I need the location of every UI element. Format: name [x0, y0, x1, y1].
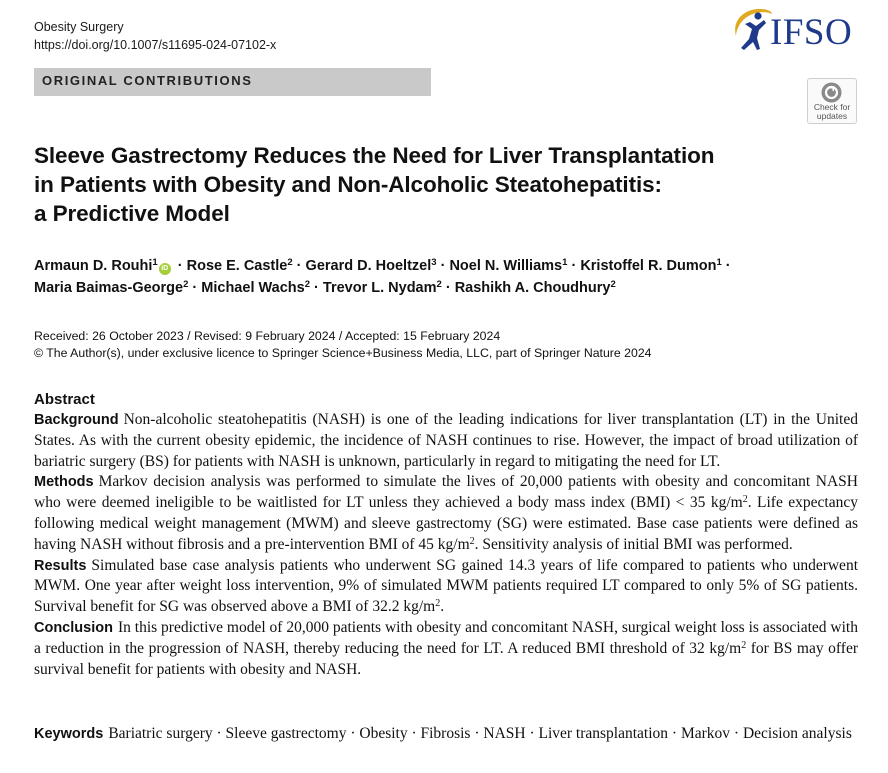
author-name[interactable]: Rashikh A. Choudhury	[454, 280, 611, 296]
abstract-methods	[34, 472, 858, 555]
author-name[interactable]: Kristoffel R. Dumon	[580, 258, 717, 274]
article-title	[34, 141, 794, 228]
methods-text-a: Markov decision analysis was performed to simulate the lives of 20,000 patients with obesity and concomitant NASH who were deemed ineligible to be waitlisted for LT unless they achieved a body mass index (BMI) < 35 kg/m	[34, 473, 858, 512]
conclusion-text-a: In this predictive model of 20,000 patients with obesity and concomitant NASH, surgical weight loss is associated with a reduction in the progression of NASH, thereby reducing the need for LT. A reduced BMI threshold of 32 kg/m	[34, 618, 858, 657]
author-affiliation: 2	[610, 279, 616, 290]
results-sup-a: 2	[435, 598, 441, 610]
author-affiliation: 1	[716, 257, 722, 268]
title-line-1: Sleeve Gastrectomy Reduces the Need for Liver Transplantation	[34, 143, 715, 168]
author-name[interactable]: Rose E. Castle	[186, 258, 288, 274]
author-line-2: Maria Baimas-George$^2$ · Michael Wachs$^2$ · Trevor L. Nydam$^2$ · Rashikh A. Choudhury$^2$	[34, 279, 616, 296]
copyright-notice: © The Author(s), under exclusive licence to Springer Science+Business Media, LLC, part of Springer Nature 2024	[34, 346, 652, 360]
author-line-1: Armaun D. Rouhi$^1$iD · Rose E. Castle$^2$ · Gerard D. Hoeltzel$^3$ · Noel N. Williams$^1$ · Kristoffel R. Dumon$^1$ ·	[34, 257, 731, 274]
methods-text-b: . Life expectancy following medical weight management (MWM) and sleeve gastrectomy (SG) were estimated. Base case patients were defined as having NASH without fibrosis and a pre-intervention BMI of 45 kg/m	[34, 494, 858, 553]
results-text-b: .	[440, 598, 445, 616]
abstract-background	[34, 410, 858, 472]
results-text-a: Simulated base case analysis patients who underwent SG gained 14.3 years of life compared to patients who underwent MWM. One year after weight loss intervention, 9% of simulated MWM patients required LT compared to only 5% of SG patients. Survival benefit for SG was observed above a BMI of 32.2 kg/m	[34, 556, 858, 616]
conclusion-sup-a: 2	[741, 639, 747, 651]
author-name[interactable]: Gerard D. Hoeltzel	[305, 258, 432, 274]
section-bar	[34, 68, 431, 96]
section-label: ORIGINAL CONTRIBUTIONS	[42, 73, 253, 88]
keywords-text: Bariatric surgery · Sleeve gastrectomy · Obesity · Fibrosis · NASH · Liver transplantation · Markov · Decision analysis	[108, 725, 852, 742]
abstract-results	[34, 556, 858, 618]
author-affiliation: 1	[562, 257, 568, 268]
publication-history	[34, 328, 652, 362]
ifso-logo	[728, 6, 860, 58]
results-label: Results	[34, 557, 87, 574]
title-line-2: in Patients with Obesity and Non-Alcoholic Steatohepatitis:	[34, 172, 662, 197]
keywords-section	[34, 724, 854, 745]
check-updates-text-1: Check for	[813, 102, 851, 112]
doi-link[interactable]: https://doi.org/10.1007/s11695-024-07102-x	[34, 38, 277, 52]
author-affiliation: 2	[304, 279, 310, 290]
orcid-icon[interactable]: iD	[159, 263, 171, 275]
check-updates-text-2: updates	[816, 111, 848, 121]
abstract-section	[34, 390, 858, 680]
author-affiliation: 3	[431, 257, 437, 268]
author-list	[34, 255, 834, 299]
methods-label: Methods	[34, 474, 94, 491]
methods-sup-a: 2	[742, 494, 748, 506]
author-name[interactable]: Maria Baimas-George	[34, 280, 184, 296]
author-name[interactable]: Michael Wachs	[201, 280, 305, 296]
ifso-figure-icon	[728, 6, 774, 58]
check-for-updates-badge[interactable]	[807, 78, 857, 124]
methods-text-c: . Sensitivity analysis of initial BMI was performed.	[474, 535, 793, 553]
keywords-label: Keywords	[34, 726, 104, 742]
author-name[interactable]: Armaun D. Rouhi	[34, 258, 153, 274]
author-affiliation: 2	[287, 257, 293, 268]
author-affiliation: 2	[183, 279, 189, 290]
journal-header	[34, 18, 276, 54]
conclusion-label: Conclusion	[34, 619, 113, 636]
author-name[interactable]: Trevor L. Nydam	[322, 280, 437, 296]
abstract-conclusion	[34, 618, 858, 680]
author-affiliation: 1	[152, 257, 158, 268]
conclusion-text-b: for BS may offer survival benefit for patients with obesity and NASH.	[34, 639, 858, 678]
background-label: Background	[34, 412, 119, 428]
title-line-3: a Predictive Model	[34, 201, 230, 226]
author-name[interactable]: Noel N. Williams	[449, 258, 563, 274]
date-history: Received: 26 October 2023 / Revised: 9 February 2024 / Accepted: 15 February 2024	[34, 329, 501, 343]
journal-name: Obesity Surgery	[34, 20, 124, 34]
abstract-heading: Abstract	[34, 391, 95, 408]
author-affiliation: 2	[436, 279, 442, 290]
check-updates-icon	[821, 82, 842, 103]
background-text: Non-alcoholic steatohepatitis (NASH) is one of the leading indications for liver transplantation (LT) in the United States. As with the current obesity epidemic, the incidence of NASH continues to rise. However, the impact of broad utilization of bariatric surgery (BS) for patients with NASH is unknown, particularly in regard to mitigating the need for LT.	[34, 411, 858, 470]
methods-sup-b: 2	[469, 535, 475, 547]
ifso-logo-text: IFSO	[770, 12, 853, 53]
